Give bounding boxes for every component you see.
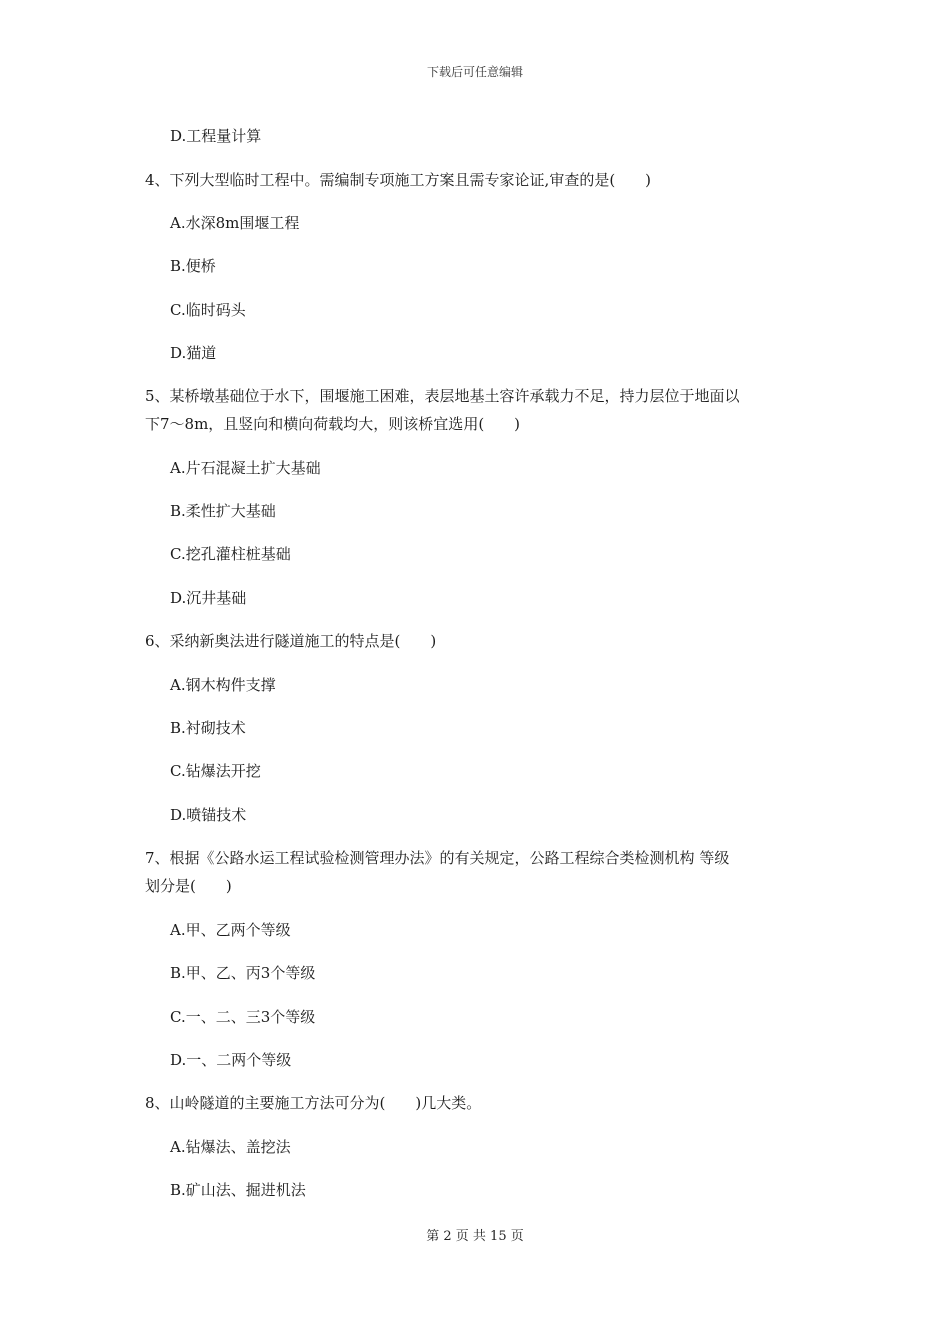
q5-option-c: C.挖孔灌柱桩基础 xyxy=(170,545,291,563)
q7-option-b: B.甲、乙、丙3个等级 xyxy=(170,964,316,982)
q7-option-d: D.一、二两个等级 xyxy=(170,1051,292,1069)
q5-option-b: B.柔性扩大基础 xyxy=(170,502,276,520)
q4-option-d: D.猫道 xyxy=(170,344,217,362)
q6-stem: 6、采纳新奥法进行隧道施工的特点是( ) xyxy=(145,632,437,650)
q6-option-b: B.衬砌技术 xyxy=(170,719,246,737)
q5-option-a: A.片石混凝土扩大基础 xyxy=(170,459,321,477)
q5-stem-line2: 下7～8m，且竖向和横向荷载均大，则该桥宜选用( ) xyxy=(145,415,521,433)
q7-stem-line1: 7、根据《公路水运工程试验检测管理办法》的有关规定，公路工程综合类检测机构 等级 xyxy=(145,849,730,867)
q7-stem-line2: 划分是( ) xyxy=(145,877,232,895)
page-header: 下载后可任意编辑 xyxy=(426,65,523,79)
q3-option-d: D.工程量计算 xyxy=(170,127,262,145)
q6-option-a: A.钢木构件支撑 xyxy=(170,676,276,694)
q7-option-c: C.一、二、三3个等级 xyxy=(170,1008,316,1026)
page-number: 第 2 页 共 15 页 xyxy=(426,1229,524,1244)
q8-option-a: A.钻爆法、盖挖法 xyxy=(170,1138,291,1156)
q4-option-c: C.临时码头 xyxy=(170,301,246,319)
q4-option-b: B.便桥 xyxy=(170,257,216,275)
q8-option-b: B.矿山法、掘进机法 xyxy=(170,1181,306,1199)
q6-option-c: C.钻爆法开挖 xyxy=(170,762,261,780)
q5-stem-line1: 5、某桥墩基础位于水下，围堰施工困难，表层地基土容许承载力不足，持力层位于地面以 xyxy=(145,387,740,405)
q8-stem: 8、山岭隧道的主要施工方法可分为( )几大类。 xyxy=(145,1094,482,1112)
q7-option-a: A.甲、乙两个等级 xyxy=(170,921,291,939)
q6-option-d: D.喷锚技术 xyxy=(170,806,247,824)
q4-stem: 4、下列大型临时工程中。需编制专项施工方案且需专家论证,审查的是( ) xyxy=(145,171,652,189)
q5-option-d: D.沉井基础 xyxy=(170,589,247,607)
q4-option-a: A.水深8m围堰工程 xyxy=(170,214,300,232)
